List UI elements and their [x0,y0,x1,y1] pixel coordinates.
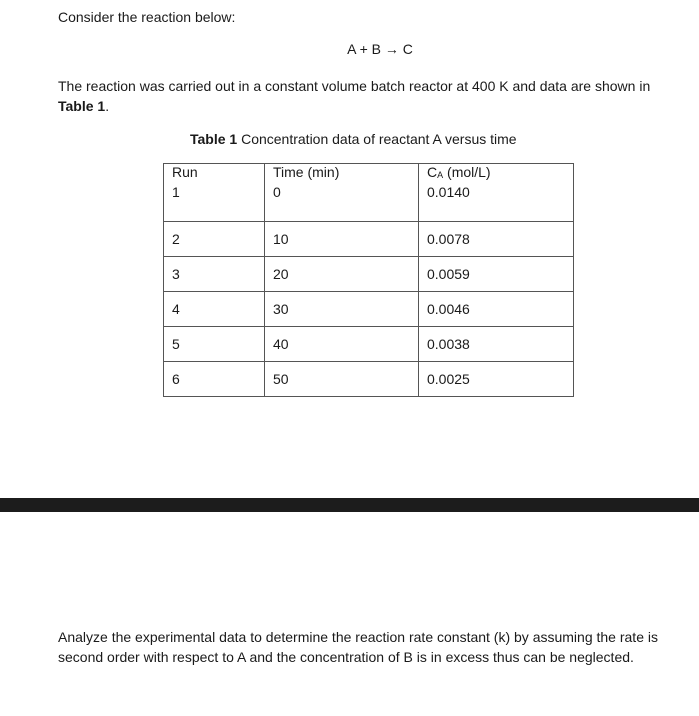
table-header-row [164,164,574,185]
cell-run: 4 [164,292,265,327]
cell-run: 1 [164,184,265,222]
cell-time: 0 [265,184,419,222]
table-row [164,327,574,362]
table-row [164,362,574,397]
header-concentration [419,164,574,185]
table-caption-text: Concentration data of reactant A versus time [237,131,517,147]
header-conc-subscript: A [437,170,444,180]
cell-concentration: 0.0038 [419,327,574,362]
intro-text: Consider the reaction below: [58,9,236,25]
cell-concentration: 0.0025 [419,362,574,397]
cell-concentration: 0.0078 [419,222,574,257]
header-time: Time (min) [265,164,419,185]
cell-run: 3 [164,257,265,292]
reaction-equation: A + B → C [347,41,413,57]
cell-time: 20 [265,257,419,292]
table-caption-label: Table 1 [190,131,238,147]
table-caption [190,131,517,147]
table-row [164,257,574,292]
table-row [164,184,574,222]
header-conc-base: C [427,164,438,180]
description-paragraph [58,76,658,116]
cell-run: 2 [164,222,265,257]
table-row [164,222,574,257]
concentration-table [163,163,574,397]
question-text: Analyze the experimental data to determine the reaction rate constant (k) by assuming the rate is second order with respect to A and the concentration of B is in excess thus can be neglected. [58,629,658,665]
description-text: The reaction was carried out in a constant volume batch reactor at 400 K and data are shown in [58,78,651,94]
cell-time: 30 [265,292,419,327]
cell-concentration: 0.0140 [419,184,574,222]
section-divider-bar [0,498,699,512]
table-row [164,292,574,327]
cell-concentration: 0.0046 [419,292,574,327]
header-conc-unit: (mol/L) [443,164,491,180]
header-run: Run [164,164,265,185]
cell-time: 40 [265,327,419,362]
cell-time: 10 [265,222,419,257]
table-reference: Table 1 [58,98,106,114]
cell-run: 6 [164,362,265,397]
cell-run: 5 [164,327,265,362]
cell-time: 50 [265,362,419,397]
description-end: . [105,98,110,114]
cell-concentration: 0.0059 [419,257,574,292]
